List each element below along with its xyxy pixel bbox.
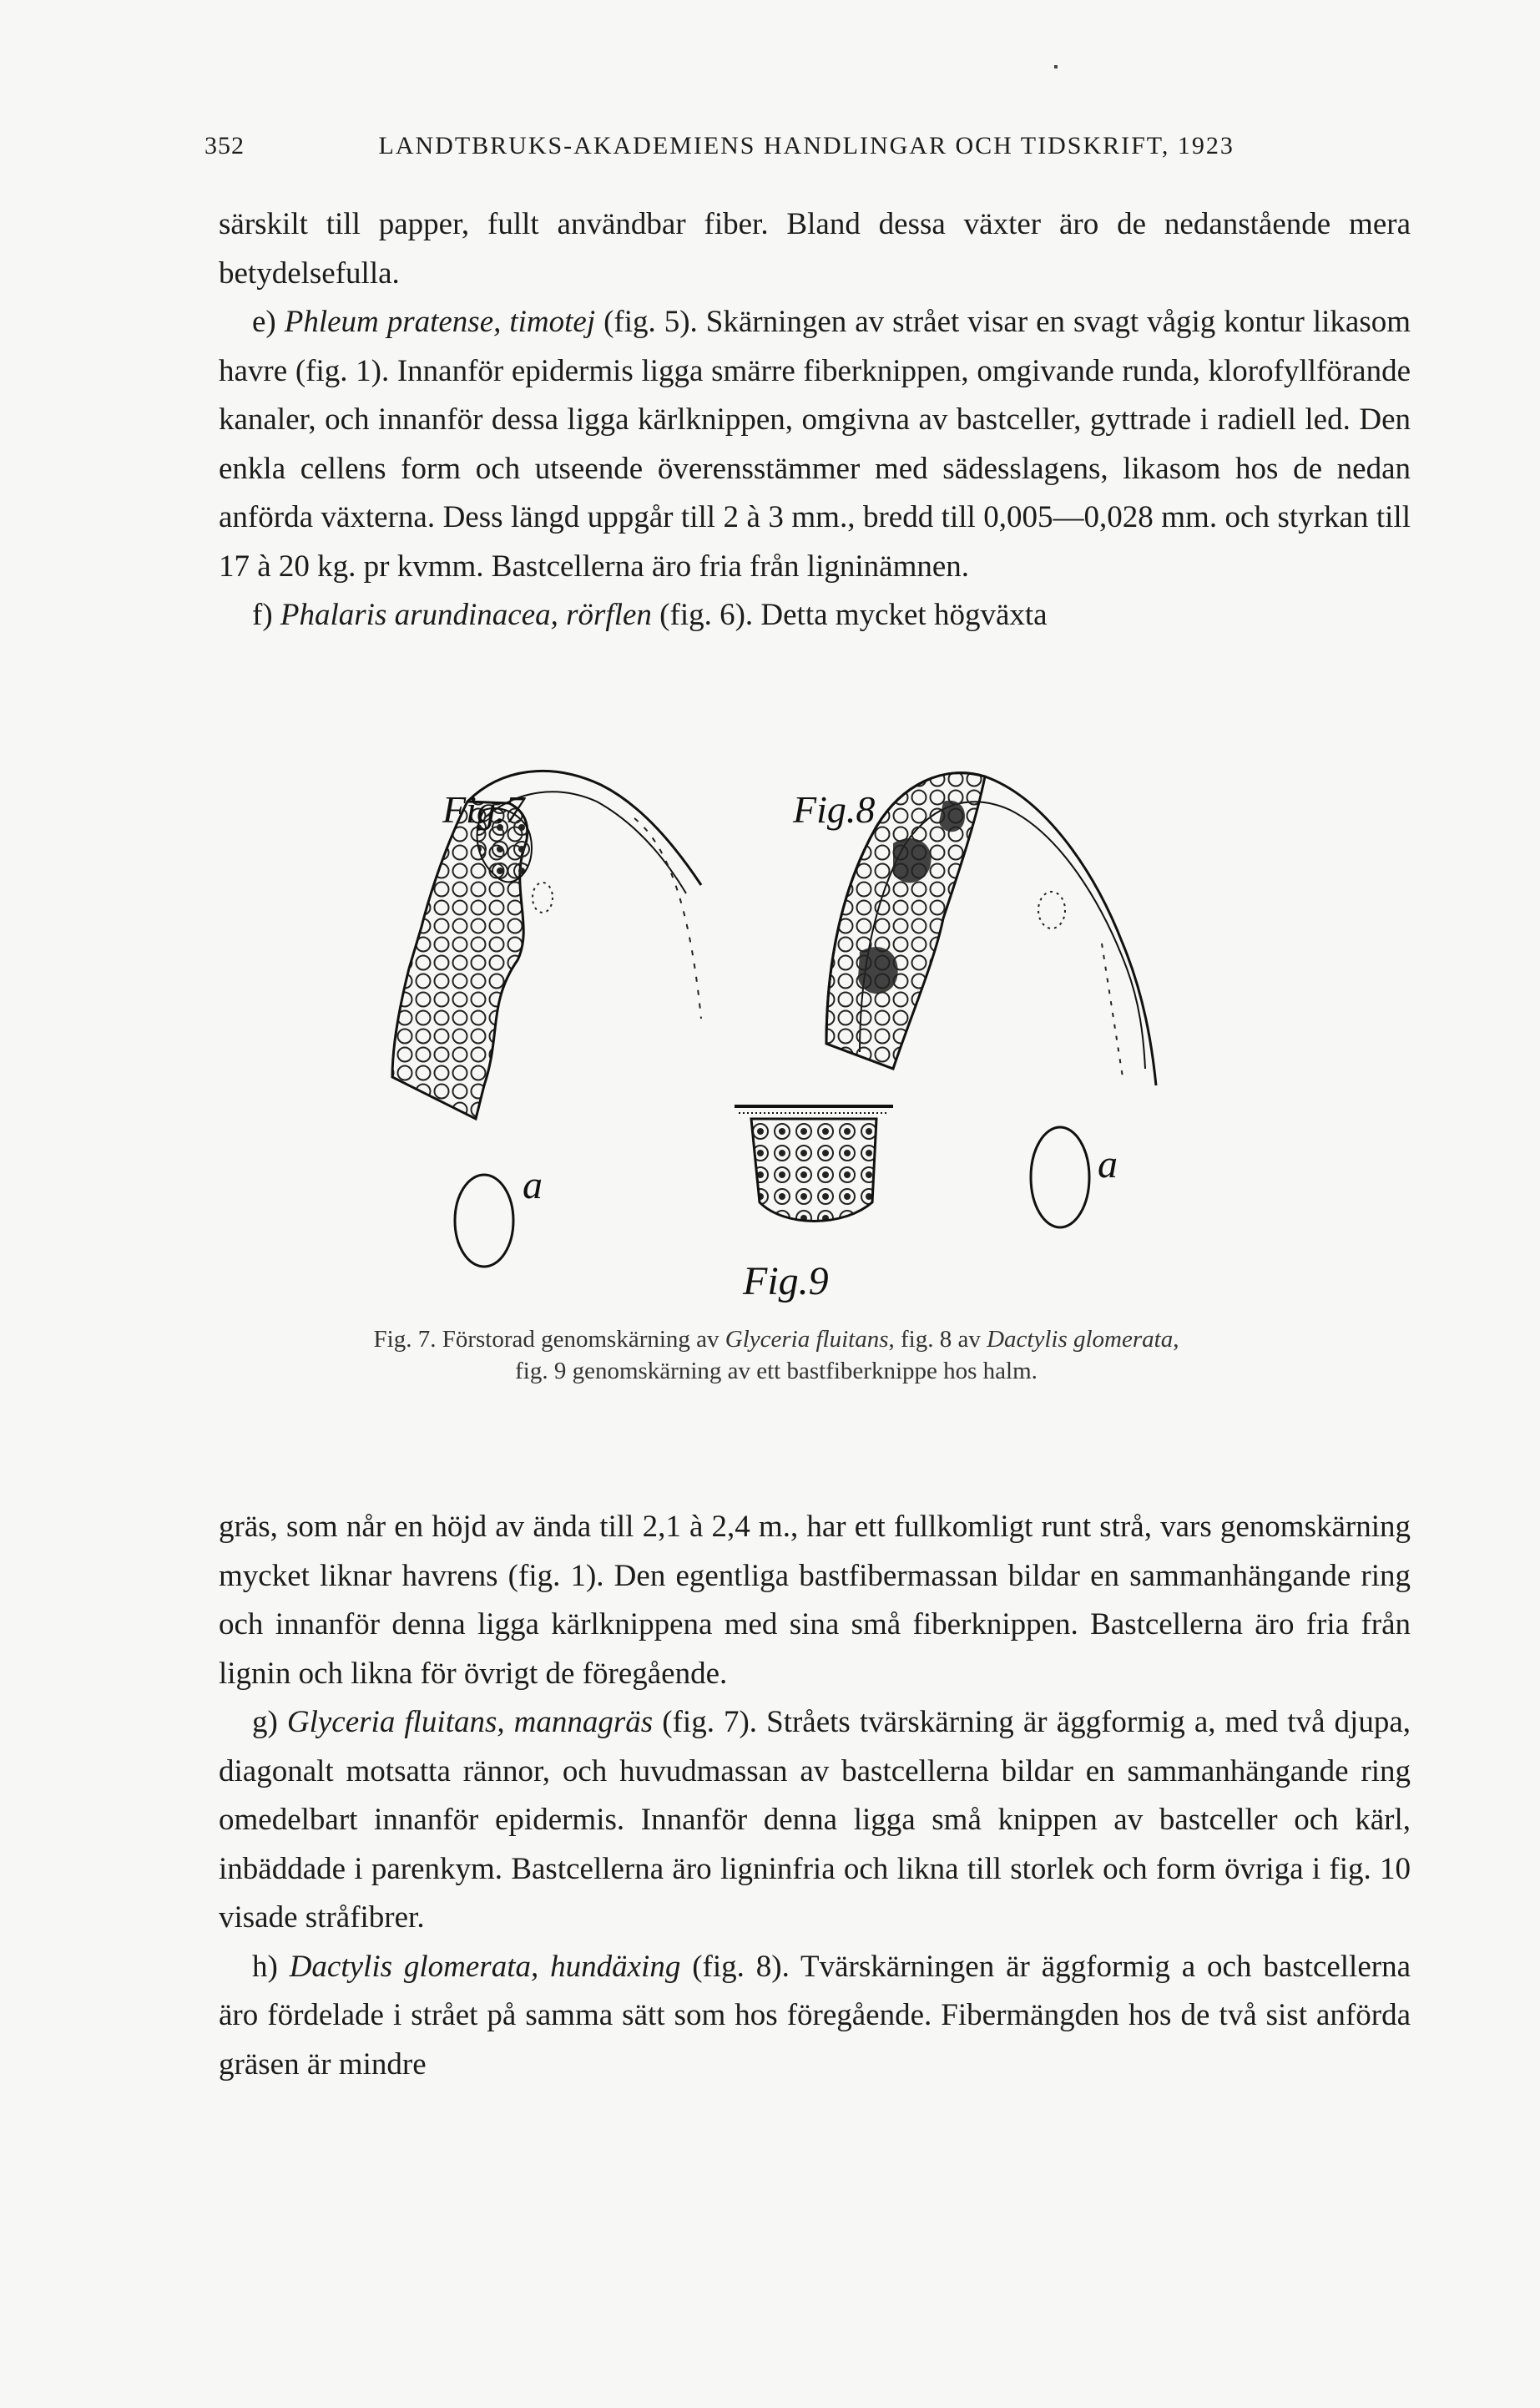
figure-illustration: [359, 751, 1194, 1328]
fig8-label: Fig.8: [793, 788, 876, 831]
species-name: Phalaris arundinacea, rörflen: [280, 598, 652, 632]
text-run: g): [252, 1705, 287, 1739]
text-run: f): [252, 598, 280, 632]
scan-speck: ▪: [1053, 60, 1058, 74]
fig7-a-label: a: [523, 1163, 543, 1207]
paragraph-p6: [219, 1943, 1411, 2090]
fig7-drawing: [392, 771, 701, 1267]
running-title: LANDTBRUKS-AKADEMIENS HANDLINGAR OCH TIDSKRIFT, 1923: [378, 132, 1235, 159]
figure-7-8-9: [359, 751, 1194, 1328]
fig7-label: Fig.7: [442, 788, 525, 831]
text-run: h): [252, 1949, 290, 1984]
species-name: Glyceria fluitans: [725, 1326, 889, 1353]
text-run: (fig. 5). Skärningen av strået visar en svagt vågig kontur likasom havre (fig. 1). Innanför epidermis ligga smärre fiberknippen, omgivande runda, klorofyllförande kanaler, och innanför dessa ligga kärlknippen, omgivna av bastceller, gyttrade i radiell led. Den enkla cellens form och utseende överensstämmer med sädesslagens, likasom hos de nedan anförda växterna. Dess längd uppgår till 2 à 3 mm., bredd till 0,005—0,028 mm. och styrkan till 17 à 20 kg. pr kvmm. Bastcellerna äro fria från ligninämnen.: [219, 305, 1411, 584]
text-block-bottom: [219, 1503, 1411, 2089]
text-run: gräs, som når en höjd av ända till 2,1 à 2,4 m., har ett fullkomligt runt strå, vars genomskärning mycket liknar havrens (fig. 1). Den egentliga bastfibermassan bildar en sammanhängande ring och innanför denna ligga kärlknippena med sina små fiberknippen. Bastcellerna äro fria från lignin och likna för övrigt de föregående.: [219, 1510, 1411, 1691]
page-number: 352: [204, 132, 245, 159]
fig9-label: Fig.9: [743, 1259, 829, 1303]
paragraph-p2: [219, 298, 1411, 591]
paragraph-p5: [219, 1698, 1411, 1943]
species-name: Glyceria fluitans, mannagräs: [286, 1705, 654, 1739]
text-run: (fig. 8). Tvärskärningen är äggformig a och bastcellerna äro fördelade i strået på samma sätt som hos föregående. Fibermängden hos de två sist anförda gräsen är mindre: [219, 1949, 1411, 2082]
paragraph-p1: [219, 200, 1411, 298]
figure-caption: [367, 1323, 1185, 1387]
fig9-drawing: [735, 1106, 893, 1222]
fig8-a-label: a: [1098, 1142, 1118, 1186]
text-run: Fig. 7. Förstorad genomskärning av: [373, 1326, 725, 1353]
species-name: Dactylis glomerata, hundäxing: [289, 1949, 681, 1984]
text-run: , fig. 9 genomskärning av ett bastfiberknippe hos halm.: [515, 1326, 1179, 1384]
text-run: särskilt till papper, fullt användbar fiber. Bland dessa växter äro de nedanstående mera betydelsefulla.: [219, 207, 1411, 291]
text-run: (fig. 7). Stråets tvärskärning är äggformig a, med två djupa, diagonalt motsatta rännor, och huvudmassan av bastcellerna bildar en sammanhängande ring omedelbart innanför epidermis. Innanför denna ligga små knippen av bastceller och kärl, inbäddade i parenkym. Bastcellerna äro ligninfria och likna till storlek och form övriga i fig. 10 visade stråfibrer.: [219, 1705, 1411, 1935]
text-run: e): [252, 305, 285, 339]
species-name: Dactylis glomerata: [987, 1326, 1174, 1353]
species-name: Phleum pratense, timotej: [284, 305, 596, 339]
paragraph-p3: [219, 591, 1411, 640]
text-block-top: [219, 200, 1411, 640]
text-run: (fig. 6). Detta mycket högväxta: [651, 598, 1048, 632]
text-run: , fig. 8 av: [888, 1326, 987, 1353]
paragraph-p4: [219, 1503, 1411, 1698]
running-header: [204, 132, 1248, 160]
